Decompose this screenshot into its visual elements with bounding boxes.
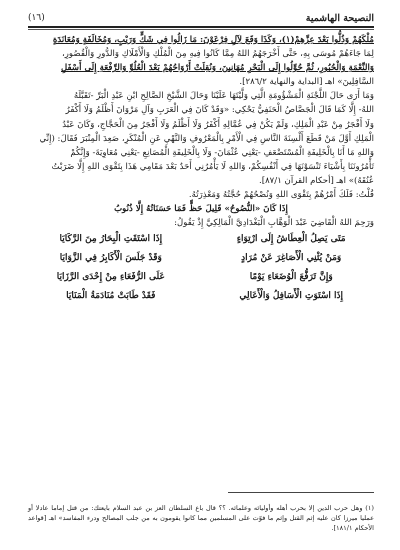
page-number: (١٦) <box>28 13 45 23</box>
text-line: الْمَلِكِ أَوَّلَ مَنْ قَطَعَ أَلْسِنَةَ النَّاسِ فِي الْأَمْرِ بِالْمَعْرُوفِ وَالنَّهْيِ عَنِ الْمُنْكَرِ، صَعِدَ الْمِنْبَرَ فَقَالَ: (إِنِّي <box>39 133 374 144</box>
header-rule <box>28 26 374 28</box>
header-rule-thin <box>28 29 374 30</box>
verse-first-hemistich: وَمَنْ يُثْنِي الْأَصَاغِرَ عَنْ مُرَادٍ <box>241 253 342 264</box>
footnote: (١) وهل حرب الدين إلا بحرب أهله وأوليائه وعلمائه. ؟؟ قال باع السلطان العز بن عبد السلام بايعتك: من قتل إماما عادلا أو عمليا ميرزا كان عليه إثم القتل وإثم ما فوّت على المسلمين مما كانوا يقومون به من جلب المصالح ودرء المفاسد» اهـ [قواعد الأحكام ١٨١/١]. <box>28 503 374 532</box>
text-line: وَاللهِ مَا أَنَا بِالْخَلِيفَةِ الْمُسْتَضْعَفِ -يَعْنِي عُثْمَانَ- وَلَا بِالْخَلِيفَةِ الْمُصَانِعِ -يَعْنِي مُعَاوِيَةَ- وَإِنَّكُمْ <box>70 147 374 158</box>
verse-second-hemistich: وَقَدْ جَلَسَ الْأَكَابِرُ فِي الزَّوَايَا <box>59 253 162 264</box>
text-line: مُلْكَهُمْ وَذُلُّوا بَعْدَ عِزِّهِمْ(١)، وَكَذَا وَقَعَ لِآلِ فِرْعَوْنَ: مَا زَالُوا فِي شَكٍّ وَرَيْبٍ، وَمُخَالَفَةٍ وَمُعَانَدَةٍ <box>52 35 374 45</box>
verse-line: إِذَا كَانَ «النُّصُوحُ» قَلِيلَ حَظٍّ فَمَا حَسَنَاتُهُ إِلَّا ذُنُوبُ <box>114 204 288 215</box>
text-line: وَالنِّعْمَةِ وَالْحُبُورِ، ثُمَّ حُوِّلُوا إِلَى الْبَحْرِ مُهَانِينَ، وَنُقِلَتْ أَرْوَاحُهُمْ بَعْدَ الْعُلُوِّ وَالرِّفْعَةِ إِلَى أَسْفَلِ <box>61 63 374 74</box>
poem-verse <box>28 287 374 306</box>
running-header <box>28 10 374 26</box>
poem-verse <box>28 230 374 249</box>
text-line: السَّافِلِينَ» اهـ [البداية والنهاية ٢٨٦/٢]. <box>239 77 374 88</box>
text-line: وَلَا أَفْجَرُ مِنْ عَبْدِ الْمَلِكِ، وَلَمْ يَكُنْ فِي عُمَّالِهِ أَكْفَرُ وَلَا أَظْلَمُ وَلَا أَفْجَرُ مِنَ الْحَجَّاجِ، وَكَانَ عَبْدُ <box>62 119 374 130</box>
main-text <box>28 33 374 306</box>
text-line: اللهُ- إِلَّا كَمَا قَالَ الْجَصَّاصُ الْحَنَفِيُّ يَحْكِي: «وَقَدْ كَانَ فِي الْعَرَبِ وَآلِ مَرْوَانَ أَظْلَمُ وَلَا أَكْفَرُ <box>65 105 374 116</box>
text-line: تَأْمُرُونَنَا بِأَشْيَاءَ تَنْسَوْنَهَا فِي أَنْفُسِكُمْ، وَاللهِ لَا يَأْمُرُنِي أَحَدٌ بَعْدَ مَقَامِي هَذَا بِتَقْوَى اللهِ إِلَّا ضَرَبْتُ <box>51 161 374 172</box>
text-line: قُلْتُ: فَلَكَ أَمْرُهُمْ بِتَقْوَى اللهِ وَنُصْحُهُمْ حُجَّتُهُ وَمَعْذِرَتُهُ. <box>188 190 374 201</box>
poem-verse <box>28 268 374 287</box>
verse-second-hemistich: فَقَدْ طَابَتْ مُنَادَمَةُ الْمَنَايَا <box>66 291 156 302</box>
text-line: وَمَا أَرَى حَالَ اللَّجْنَةِ الْمَشْؤُومَةِ الَّتِي وَلَّيْتَهَا عَلَيْنَا وَحَالَ الشَّيْخِ الصَّالِحِ ابْنِ عَبْدِ الْبَرِّ -تَقَبَّلَهُ <box>73 91 374 102</box>
verse-first-hemistich: إِذَا اسْتَوَتِ الْأَسَافِلُ وَالْأَعَالِي <box>239 291 344 302</box>
header-title: النصيحة الهاشمية <box>305 12 374 24</box>
verse-second-hemistich: عَلَى الرُّفَعَاءِ مِنْ إِحْدَى الرَّزَايَا <box>56 272 165 283</box>
verse-first-hemistich: مَتَى يَصِلُ الْعِطَاشُ إِلَى ارْتِوَاءٍ <box>236 234 346 245</box>
text-line: عُنُقَهُ)» اهـ [أحكام القرآن ٨٧/١]. <box>258 175 374 186</box>
verse-first-hemistich: وَإِنَّ تَرَفُّعَ الْوُضَعَاءِ يَوْمًا <box>249 272 333 283</box>
poem-intro: وَرَحِمَ اللهُ الْقَاضِيَ عَبْدَ الْوَهَّابِ الْبَغْدَادِيَّ الْمَالِكِيَّ إِذْ يَقُولُ: <box>174 218 374 229</box>
footnote-rule <box>228 492 374 493</box>
verse-second-hemistich: إِذَا اسْتَقَتِ الْبِحَارُ مِنَ الرَّكَايَا <box>59 234 163 245</box>
text-line: لِمَا جَاءَهُمْ مُوسَى بِهِ، حَتَّى أَخْرَجَهُمُ اللهُ مِمَّا كَانُوا فِيهِ مِنَ الْمُلْكِ وَالْأَمْلَاكِ وَالدُّورِ وَالْقُصُورِ، <box>62 49 374 60</box>
poem-verse <box>28 249 374 268</box>
